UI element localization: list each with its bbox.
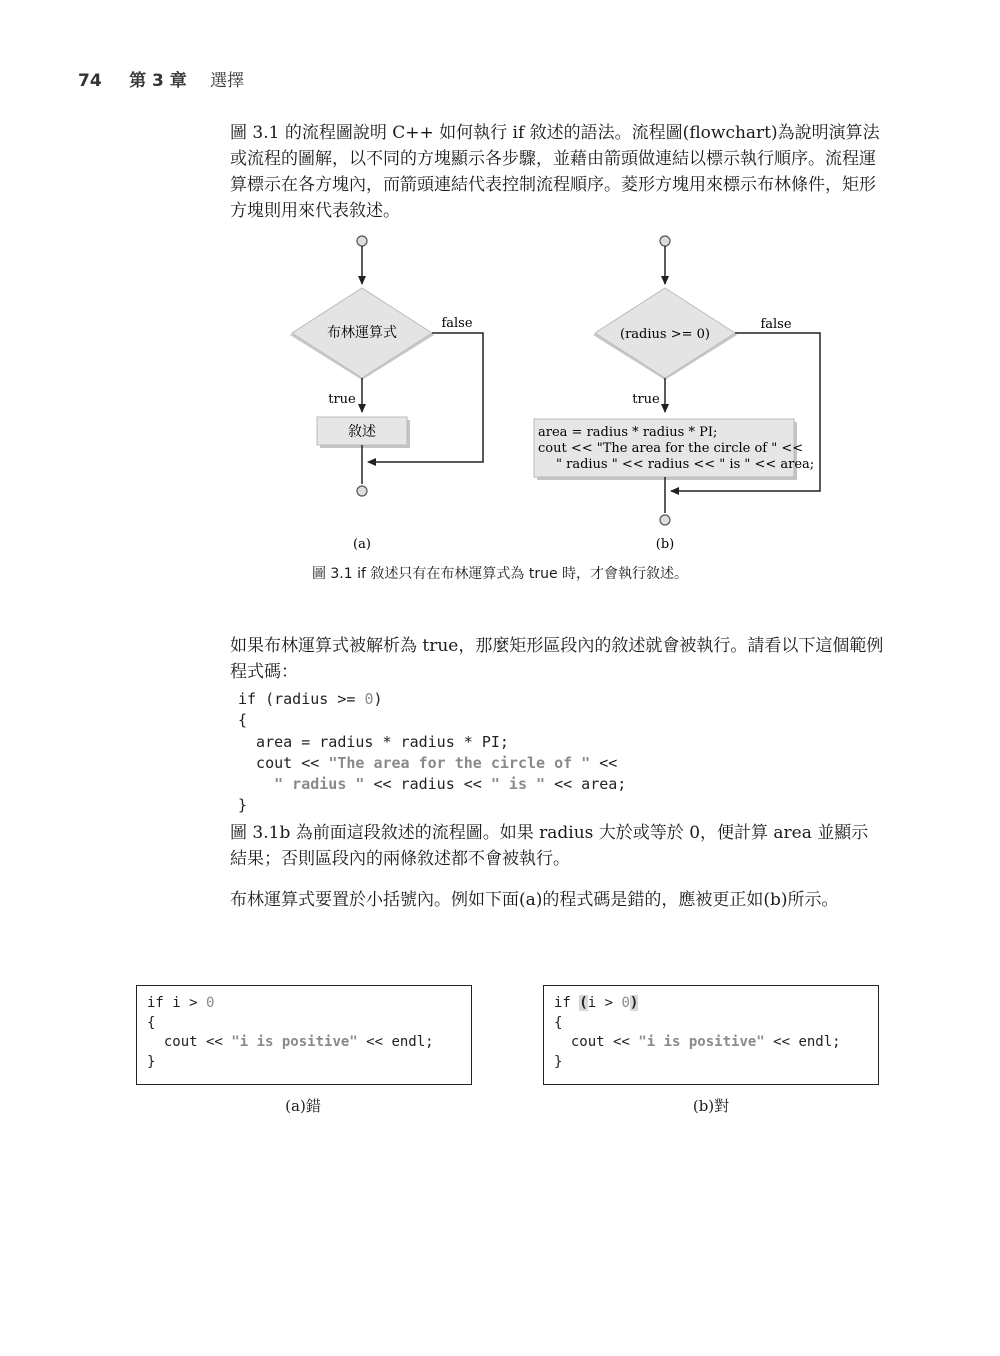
end-node-b [660, 515, 670, 525]
running-header [78, 66, 244, 91]
end-node-a [357, 486, 367, 496]
intro-paragraph: 圖 3.1 的流程圖說明 C++ 如何執行 if 敘述的語法。流程圖(flowchart)為說明演算法或流程的圖解，以不同的方塊顯示各步驟，並藉由箭頭做連結以標示執行順序。流程運算標示在各方塊內，而箭頭連結代表控制流程順序。菱形方塊用來標示布林條件，矩形方塊則用來代表敘述。 [230, 123, 880, 221]
false-label-a: false [441, 316, 473, 331]
statement-label-a: 敘述 [348, 424, 376, 440]
panel-label-b: (b) [655, 537, 675, 552]
paragraph-2: 如果布林運算式被解析為 true，那麼矩形區段內的敘述就會被執行。請看以下這個範例程式碼： [230, 636, 884, 682]
code-example: if (radius >= 0) { area = radius * radius * PI; cout << "The area for the circle of " << " radius " << radius << " is " << area; } [238, 690, 627, 815]
false-label-b: false [760, 317, 792, 332]
flowchart-b [534, 236, 820, 552]
condition-label-b: (radius >= 0) [620, 327, 710, 342]
flowchart-a [290, 236, 483, 552]
flowchart-figure [0, 228, 1000, 558]
figure-caption: 圖 3.1 if 敘述只有在布林運算式為 true 時，才會執行敘述。 [311, 566, 689, 582]
wrong-code-caption: (a)錯 [285, 1097, 321, 1115]
true-label-a: true [328, 392, 356, 407]
right-code-caption: (b)對 [692, 1097, 730, 1115]
statement-line-b-2: cout << "The area for the circle of " << [538, 441, 804, 456]
wrong-code-box: if i > 0 { cout << "i is positive" << endl; } [136, 985, 472, 1085]
start-node-a [357, 236, 367, 246]
page-number: 74 [78, 71, 102, 91]
statement-line-b-1: area = radius * radius * PI; [538, 425, 718, 440]
chapter-label: 第 3 章 [129, 71, 187, 91]
condition-label-a: 布林運算式 [327, 325, 397, 341]
chapter-title: 選擇 [210, 71, 245, 91]
paragraph-3: 圖 3.1b 為前面這段敘述的流程圖。如果 radius 大於或等於 0，便計算 area 並顯示結果；否則區段內的兩條敘述都不會被執行。 [230, 823, 869, 869]
panel-label-a: (a) [353, 537, 371, 552]
right-code-box: if (i > 0) { cout << "i is positive" << endl; } [543, 985, 879, 1085]
paragraph-4: 布林運算式要置於小括號內。例如下面(a)的程式碼是錯的，應被更正如(b)所示。 [230, 890, 839, 910]
statement-line-b-3: " radius " << radius << " is " << area; [556, 457, 815, 472]
start-node-b [660, 236, 670, 246]
true-label-b: true [632, 392, 660, 407]
